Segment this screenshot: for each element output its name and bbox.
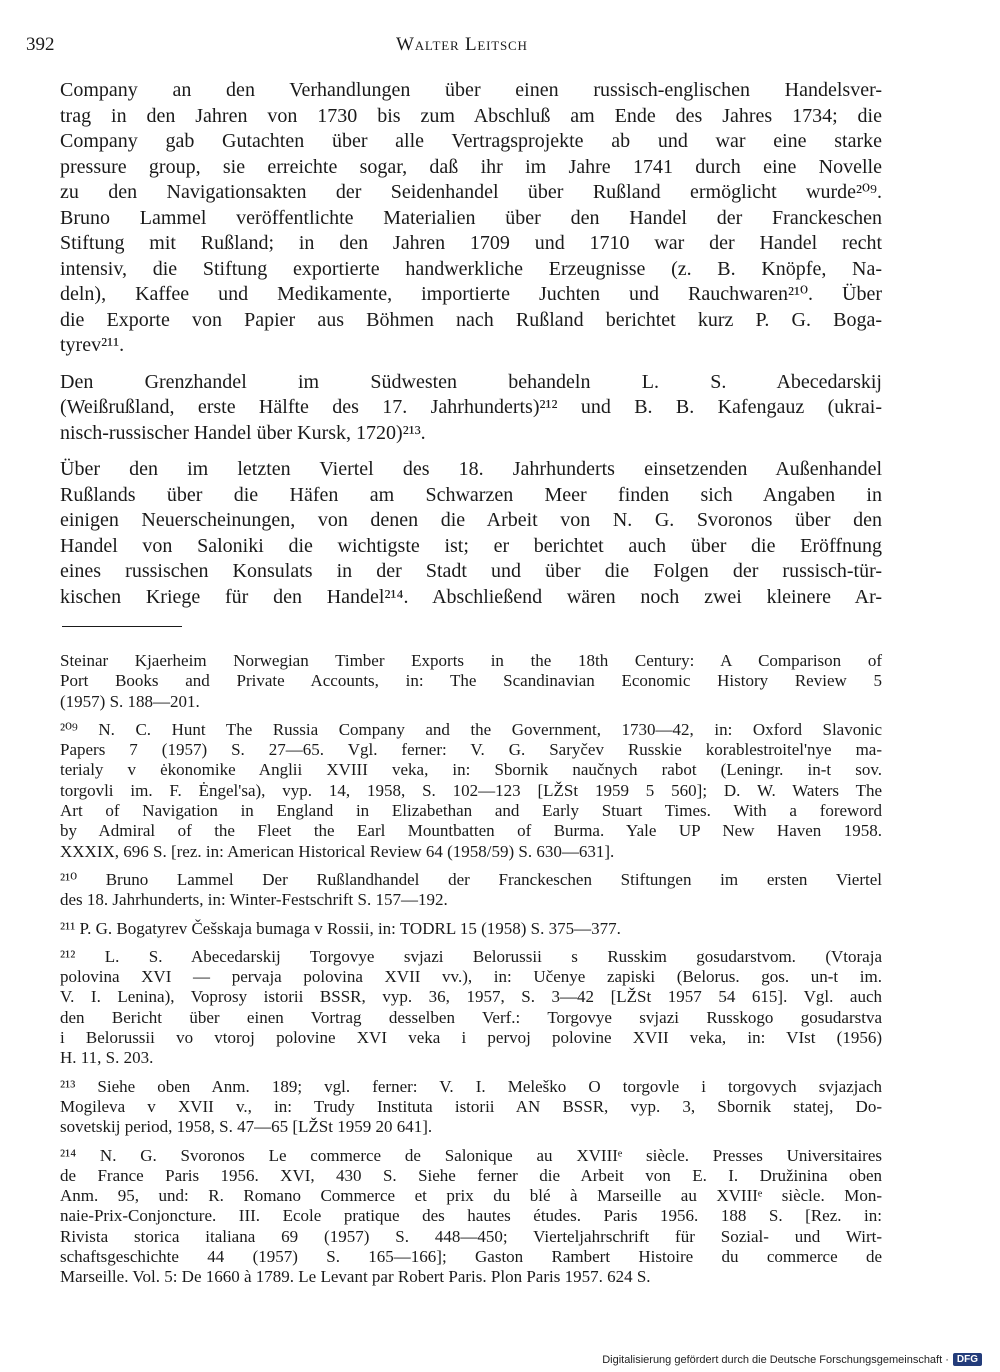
footnote-line: ²¹⁴ N. G. Svoronos Le commerce de Salonique au XVIIIᵉ siècle. Presses Universitaires xyxy=(60,1145,882,1165)
footnote-line: Anm. 95, und: R. Romano Commerce et prix du blé à Marseille au XVIIIᵉ siècle. Mon- xyxy=(60,1186,882,1206)
text-line: Über den im letzten Viertel des 18. Jahrhunderts einsetzenden Außenhandel xyxy=(60,458,882,480)
footnote-line: Port Books and Private Accounts, in: The Scandinavian Economic History Review 5 xyxy=(60,671,882,691)
body-text xyxy=(60,78,882,621)
footnote-line: naie-Prix-Conjoncture. III. Ecole pratique des hautes études. Paris 1956. 188 S. [Rez. in: xyxy=(60,1206,882,1226)
footnote-line: H. 11, S. 203. xyxy=(60,1048,154,1068)
footnote-209 xyxy=(60,720,882,862)
footnote-213 xyxy=(60,1077,882,1138)
text-line: intensiv, die Stiftung exportierte handwerkliche Erzeugnisse (z. B. Knöpfe, Na- xyxy=(60,257,882,280)
footer-text: Digitalisierung gefördert durch die Deutsche Forschungsgemeinschaft · xyxy=(602,1353,949,1366)
footnote-line: V. I. Lenina), Voprosy istorii BSSR, vyp. 36, 1957, S. 3—42 [LŽSt 1957 54 615]. Vgl. auch xyxy=(60,987,882,1007)
text-line: trag in den Jahren von 1730 bis zum Abschluß am Ende des Jahres 1734; die xyxy=(60,104,882,127)
text-line: die Exporte von Papier aus Böhmen nach Rußland berichtet kurz P. G. Boga- xyxy=(60,308,882,331)
footnote-line: by Admiral of the Fleet the Earl Mountbatten of Burma. Yale UP New Haven 1958. xyxy=(60,821,882,841)
text-line: einigen Neuerscheinungen, von denen die Arbeit von N. G. Svoronos über den xyxy=(60,509,882,531)
footnote-line: (1957) S. 188—201. xyxy=(60,691,200,711)
text-line: pressure group, sie erreichte sogar, daß ihr im Jahre 1741 durch eine Novelle xyxy=(60,155,882,178)
footnote-line: schaftsgeschichte 44 (1957) S. 165—166]; Gaston Rambert Histoire du commerce de xyxy=(60,1247,882,1267)
footnote-line: XXXIX, 696 S. [rez. in: American Historical Review 64 (1958/59) S. 630—631]. xyxy=(60,841,615,861)
text-line: Bruno Lammel veröffentlichte Materialien über den Handel der Franckeschen xyxy=(60,206,882,229)
text-line: kischen Kriege für den Handel²¹⁴. Abschließend wären noch zwei kleinere Ar- xyxy=(60,585,882,608)
footnote-line: Art of Navigation in England in Elizabethan and Early Stuart Times. With a foreword xyxy=(60,801,882,821)
paragraph-1 xyxy=(60,78,882,359)
footnote-line: sovetskij period, 1958, S. 47—65 [LŽSt 1959 20 641]. xyxy=(60,1117,433,1137)
footnote-line: ²¹¹ P. G. Bogatyrev Češskaja bumaga v Rossii, in: TODRL 15 (1958) S. 375—377. xyxy=(60,918,621,938)
footnote-line: de France Paris 1956. XVI, 430 S. Siehe ferner die Arbeit von E. I. Družinina oben xyxy=(60,1165,882,1185)
dfg-logo: DFG xyxy=(953,1353,982,1366)
footnote-211 xyxy=(60,919,882,939)
text-line: eines russischen Konsulats in der Stadt und über die Folgen der russisch-tür- xyxy=(60,560,882,582)
footnote-line: Steinar Kjaerheim Norwegian Timber Exports in the 18th Century: A Comparison of xyxy=(60,651,882,670)
footnotes xyxy=(60,651,882,1296)
footnote-line: i Belorussii vo vtoroj polovine XVI veka i pervoj polovine XVII veka, in: VIst (1956) xyxy=(60,1028,882,1048)
footnote-line: ²⁰⁹ N. C. Hunt The Russia Company and the Government, 1730—42, in: Oxford Slavonic xyxy=(60,719,882,739)
page-number: 392 xyxy=(26,34,55,55)
text-line: Rußlands über die Häfen am Schwarzen Meer finden sich Angaben in xyxy=(60,483,882,506)
footnote-line: Mogileva v XVII v., in: Trudy Instituta istorii AN BSSR, vyp. 3, Sbornik statej, Do- xyxy=(60,1096,882,1116)
footnote-line: Rivista storica italiana 69 (1957) S. 448—450; Vierteljahrschrift für Sozial- und Wirt- xyxy=(60,1226,882,1246)
footnote-line: den Bericht über einen Vortrag desselben Verf.: Torgovye svjazi Russkogo gosudarstva xyxy=(60,1007,882,1027)
footnote-line: Papers 7 (1957) S. 27—65. Vgl. ferner: V. G. Saryčev Russkie korablestroitel'nye ma- xyxy=(60,740,882,760)
text-line: Company gab Gutachten über alle Vertragsprojekte ab und war eine starke xyxy=(60,130,882,152)
text-line: (Weißrußland, erste Hälfte des 17. Jahrhunderts)²¹² und B. B. Kafengauz (ukrai- xyxy=(60,396,882,418)
footnote-line: ²¹⁰ Bruno Lammel Der Rußlandhandel der Franckeschen Stiftungen im ersten Viertel xyxy=(60,869,882,889)
paragraph-2 xyxy=(60,370,882,447)
text-line: Stiftung mit Rußland; in den Jahren 1709 und 1710 war der Handel recht xyxy=(60,232,882,254)
text-line: Handel von Saloniki die wichtigste ist; er berichtet auch über die Eröffnung xyxy=(60,534,882,557)
text-line: zu den Navigationsakten der Seidenhandel über Rußland ermöglicht wurde²⁰⁹. xyxy=(60,181,882,203)
footnote-line: ²¹² L. S. Abecedarskij Torgovye svjazi Belorussii s Russkim gosudarstvom. (Vtoraja xyxy=(60,946,882,966)
footnote-212 xyxy=(60,947,882,1069)
text-line: deln), Kaffee und Medikamente, importierte Juchten und Rauchwaren²¹⁰. Über xyxy=(60,283,882,305)
paragraph-3 xyxy=(60,457,882,610)
footnote-line: des 18. Jahrhunderts, in: Winter-Festschrift S. 157—192. xyxy=(60,890,448,910)
text-line: nisch-russischer Handel über Kursk, 1720)²¹³. xyxy=(60,421,426,444)
footnote-line: terialy v ėkonomike Anglii XVIII veka, in: Sbornik naučnych rabot (Leningr. in-t sov. xyxy=(60,760,882,780)
footnote-210 xyxy=(60,870,882,911)
footnote-line: polovina XVI — pervaja polovina XVII vv.), in: Učenye zapiski (Belorus. gos. un-t im. xyxy=(60,967,882,987)
footnote-continued xyxy=(60,651,882,712)
digitization-footer xyxy=(602,1353,982,1366)
running-head: Walter Leitsch xyxy=(396,34,528,55)
text-line: Company an den Verhandlungen über einen russisch-englischen Handelsver- xyxy=(60,79,882,101)
footnote-line: torgovli im. F. Ėngel'sa), vyp. 14, 1958, S. 102—123 [LŽSt 1959 5 560]; D. W. Waters The xyxy=(60,780,882,800)
text-line: tyrev²¹¹. xyxy=(60,334,125,356)
footnote-line: Marseille. Vol. 5: De 1660 à 1789. Le Levant par Robert Paris. Plon Paris 1957. 624 S. xyxy=(60,1267,651,1287)
text-line: Den Grenzhandel im Südwesten behandeln L. S. Abecedarskij xyxy=(60,370,882,393)
footnote-214 xyxy=(60,1146,882,1288)
footnote-line: ²¹³ Siehe oben Anm. 189; vgl. ferner: V. I. Meleško O torgovle i torgovych svjazjach xyxy=(60,1076,882,1096)
footnote-separator xyxy=(62,626,182,627)
